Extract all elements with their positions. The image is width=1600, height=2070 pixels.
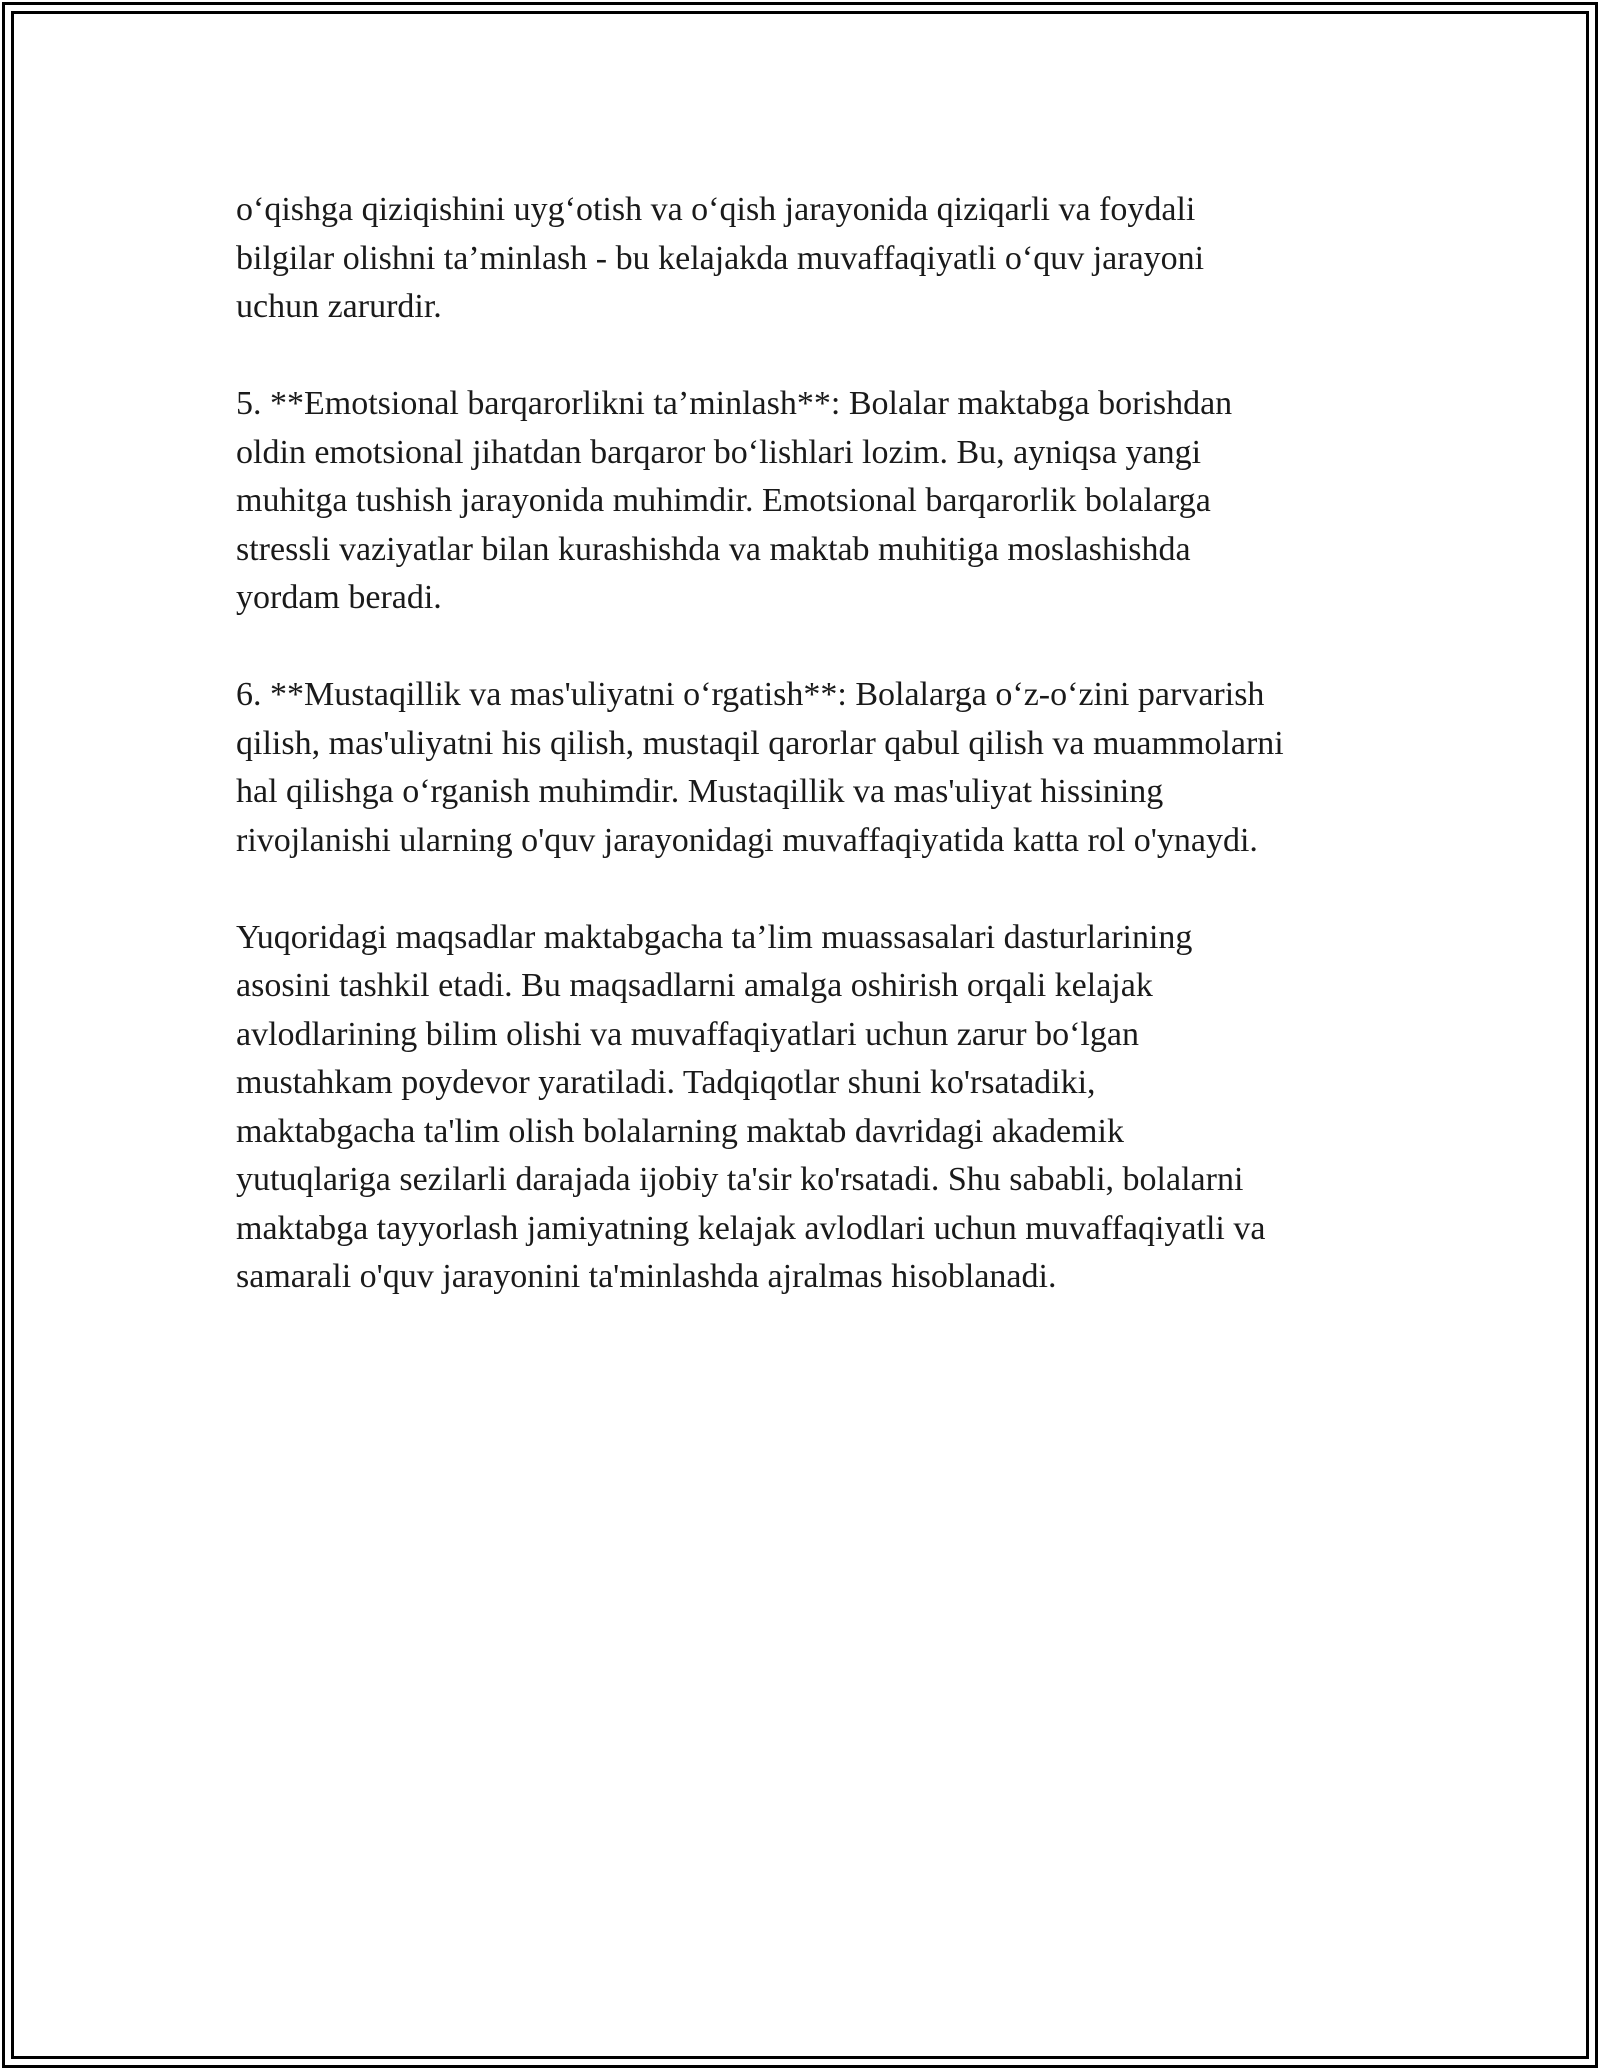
text-line: maktabga tayyorlash jamiyatning kelajak avlodlari uchun muvaffaqiyatli va	[236, 1209, 1266, 1247]
paragraph-item-5	[236, 380, 1416, 623]
text-line: o‘qishga qiziqishini uyg‘otish va o‘qish jarayonida qiziqarli va foydali	[236, 191, 1196, 228]
text-line: yordam beradi.	[236, 579, 442, 616]
text-line: Yuqoridagi maqsadlar maktabgacha ta’lim muassasalari dasturlarining	[236, 918, 1193, 956]
text-line: maktabgacha ta'lim olish bolalarning maktab davridagi akademik	[236, 1112, 1124, 1150]
document-body	[236, 186, 1416, 1350]
text-line: uchun zarurdir.	[236, 288, 442, 325]
text-line: hal qilishga o‘rganish muhimdir. Mustaqillik va mas'uliyat hissining	[236, 773, 1164, 810]
paragraph-item-6	[236, 671, 1416, 865]
paragraph-conclusion	[236, 914, 1416, 1302]
text-line: oldin emotsional jihatdan barqaror bo‘lishlari lozim. Bu, ayniqsa yangi	[236, 433, 1202, 471]
text-line: samarali o'quv jarayonini ta'minlashda ajralmas hisoblanadi.	[236, 1258, 1057, 1295]
text-line: muhitga tushish jarayonida muhimdir. Emotsional barqarorlik bolalarga	[236, 482, 1211, 519]
text-line: mustahkam poydevor yaratiladi. Tadqiqotlar shuni ko'rsatadiki,	[236, 1064, 1096, 1101]
text-line: avlodlarining bilim olishi va muvaffaqiyatlari uchun zarur bo‘lgan	[236, 1015, 1139, 1053]
text-line: yutuqlariga sezilarli darajada ijobiy ta'sir ko'rsatadi. Shu sababli, bolalarni	[236, 1161, 1244, 1198]
text-line: qilish, mas'uliyatni his qilish, mustaqil qarorlar qabul qilish va muammolarni	[236, 724, 1284, 762]
text-line: stressli vaziyatlar bilan kurashishda va maktab muhitiga moslashishda	[236, 530, 1191, 568]
text-line: asosini tashkil etadi. Bu maqsadlarni amalga oshirish orqali kelajak	[236, 967, 1153, 1004]
text-line: rivojlanishi ularning o'quv jarayonidagi muvaffaqiyatida katta rol o'ynaydi.	[236, 821, 1258, 859]
paragraph-continuation	[236, 186, 1416, 332]
text-line: 6. **Mustaqillik va mas'uliyatni o‘rgatish**: Bolalarga o‘z-o‘zini parvarish	[236, 676, 1265, 713]
text-line: 5. **Emotsional barqarorlikni ta’minlash**: Bolalar maktabga borishdan	[236, 385, 1233, 422]
text-line: bilgilar olishni ta’minlash - bu kelajakda muvaffaqiyatli o‘quv jarayoni	[236, 239, 1205, 277]
